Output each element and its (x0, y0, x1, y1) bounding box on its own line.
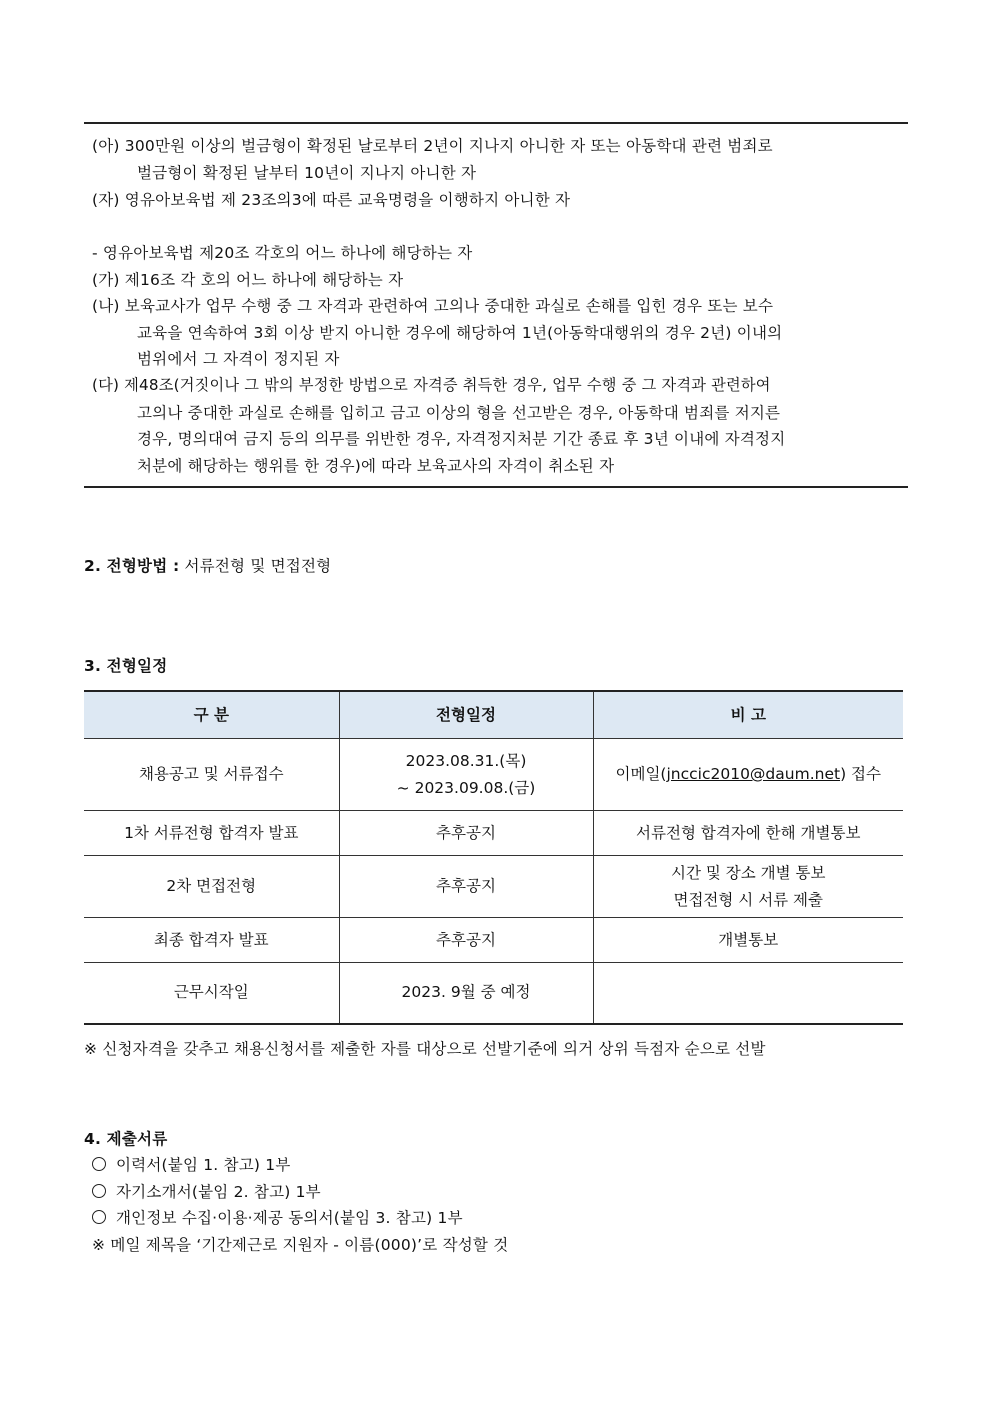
section-4-heading: 4. 제출서류 (84, 1130, 168, 1148)
box-line: 교육을 연속하여 3회 이상 받지 아니한 경우에 해당하여 1년(아동학대행위의 경우 2년) 이내의 (137, 324, 783, 342)
section-2 (84, 554, 331, 576)
document-item (92, 1180, 321, 1202)
remark-line: 시간 및 장소 개별 통보 (671, 863, 826, 882)
table-row (84, 739, 903, 811)
box-line: (가) 제16조 각 호의 어느 하나에 해당하는 자 (92, 271, 404, 289)
table-cell (593, 739, 903, 811)
circle-bullet-icon (92, 1210, 106, 1224)
table-header-category: 구 분 (84, 691, 339, 739)
table-header-row (84, 691, 903, 739)
email-prefix: 이메일( (615, 765, 667, 783)
table-cell: 개별통보 (593, 918, 903, 963)
table-cell: 추후공지 (339, 918, 593, 963)
box-line: 경우, 명의대여 금지 등의 의무를 위반한 경우, 자격정지처분 기간 종료 후 3년 이내에 자격정지 (137, 430, 786, 448)
table-header-schedule: 전형일정 (339, 691, 593, 739)
date-end: ~ 2023.09.08.(금) (396, 778, 536, 797)
table-cell (339, 739, 593, 811)
table-cell: 1차 서류전형 합격자 발표 (84, 811, 339, 856)
table-cell (593, 856, 903, 918)
section-2-text: 서류전형 및 면접전형 (184, 557, 332, 575)
box-top-rule (84, 122, 908, 124)
circle-bullet-icon (92, 1157, 106, 1171)
selection-note: ※ 신청자격을 갖추고 채용신청서를 제출한 자를 대상으로 선발기준에 의거 상위 득점자 순으로 선발 (84, 1040, 766, 1058)
table-cell: 추후공지 (339, 856, 593, 918)
box-line: - 영유아보육법 제20조 각호의 어느 하나에 해당하는 자 (92, 244, 473, 262)
document-item-label: 이력서(붙임 1. 참고) 1부 (116, 1156, 291, 1174)
table-cell: 2023. 9월 중 예정 (339, 963, 593, 1024)
table-cell: 추후공지 (339, 811, 593, 856)
box-line: 범위에서 그 자격이 정지된 자 (137, 350, 340, 368)
table-cell (593, 963, 903, 1024)
box-line: 벌금형이 확정된 날부터 10년이 지나지 아니한 자 (137, 164, 477, 182)
box-bottom-rule (84, 486, 908, 488)
date-start: 2023.08.31.(목) (405, 751, 527, 770)
box-line: 고의나 중대한 과실로 손해를 입히고 금고 이상의 형을 선고받은 경우, 아동학대 범죄를 저지른 (137, 404, 781, 422)
email-suffix: ) 접수 (840, 765, 881, 783)
box-line: (아) 300만원 이상의 벌금형이 확정된 날로부터 2년이 지나지 아니한 자 또는 아동학대 관련 범죄로 (92, 137, 773, 155)
section-2-heading: 2. 전형방법 : (84, 557, 180, 575)
box-line: (자) 영유아보육법 제 23조의3에 따른 교육명령을 이행하지 아니한 자 (92, 191, 571, 209)
document-item-label: 자기소개서(붙임 2. 참고) 1부 (116, 1183, 321, 1201)
box-line: 처분에 해당하는 행위를 한 경우)에 따라 보육교사의 자격이 취소된 자 (137, 457, 615, 475)
remark-line: 면접전형 시 서류 제출 (673, 890, 824, 909)
table-row (84, 856, 903, 918)
table-cell: 최종 합격자 발표 (84, 918, 339, 963)
table-row (84, 918, 903, 963)
email-link[interactable]: jnccic2010@daum.net (666, 765, 841, 783)
box-line: (나) 보육교사가 업무 수행 중 그 자격과 관련하여 고의나 중대한 과실로 손해를 입힌 경우 또는 보수 (92, 297, 774, 315)
table-cell: 근무시작일 (84, 963, 339, 1024)
circle-bullet-icon (92, 1184, 106, 1198)
email-subject-note: ※ 메일 제목을 ‘기간제근로 지원자 - 이름(000)’로 작성할 것 (92, 1236, 509, 1254)
section-3-heading: 3. 전형일정 (84, 657, 168, 675)
table-cell: 채용공고 및 서류접수 (84, 739, 339, 811)
table-row (84, 963, 903, 1024)
document-item (92, 1153, 291, 1175)
document-item (92, 1206, 463, 1228)
schedule-table (84, 690, 903, 1025)
table-header-remarks: 비 고 (593, 691, 903, 739)
table-cell: 서류전형 합격자에 한해 개별통보 (593, 811, 903, 856)
table-row (84, 811, 903, 856)
table-cell: 2차 면접전형 (84, 856, 339, 918)
box-line: (다) 제48조(거짓이나 그 밖의 부정한 방법으로 자격증 취득한 경우, 업무 수행 중 그 자격과 관련하여 (92, 376, 771, 394)
document-item-label: 개인정보 수집·이용·제공 동의서(붙임 3. 참고) 1부 (116, 1209, 463, 1227)
